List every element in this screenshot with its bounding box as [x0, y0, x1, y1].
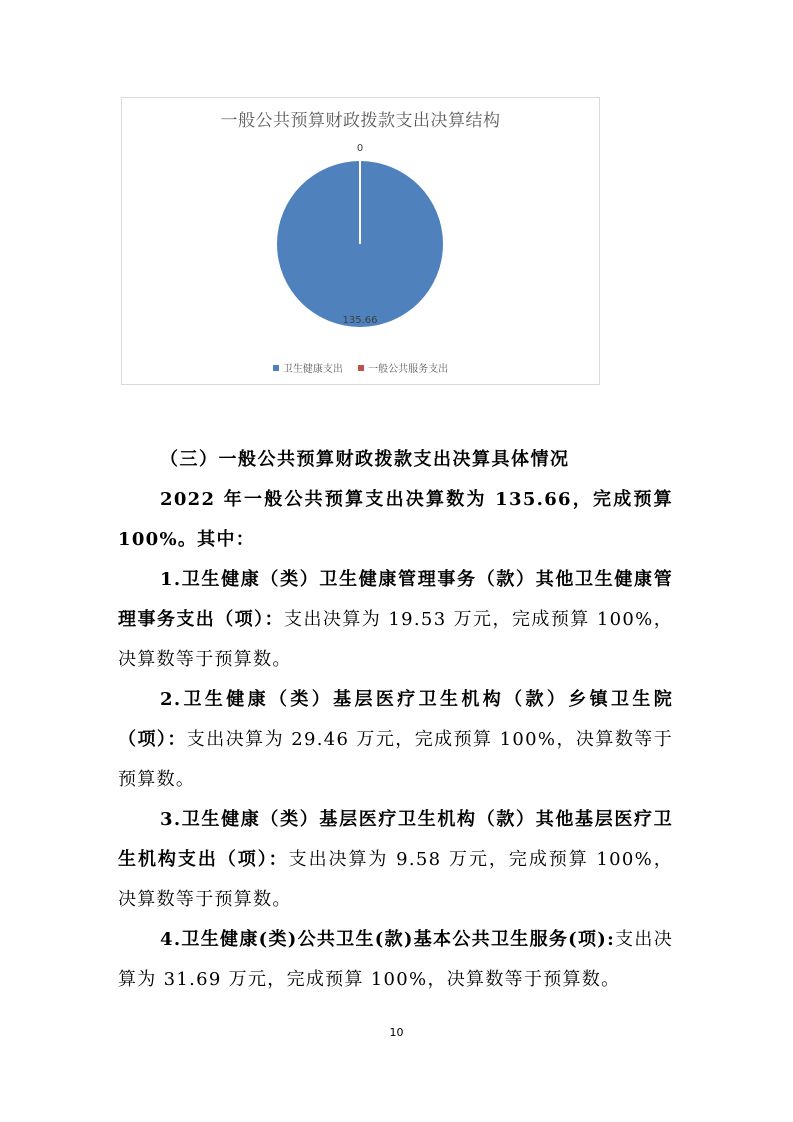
chart-legend — [122, 360, 599, 375]
item-text-3: 支出决算为 9.58 万元，完成预算 100%，决算数等于预算数。 — [118, 849, 674, 910]
pie-chart-svg — [122, 98, 599, 384]
section-heading: （三）一般公共预算财政拨款支出决算具体情况 — [160, 449, 570, 470]
legend-item-public-service — [358, 360, 448, 375]
legend-item-health — [273, 360, 343, 375]
page-number: 10 — [389, 1026, 404, 1039]
legend-swatch-public-service — [358, 365, 364, 371]
item-text-1: 支出决算为 19.53 万元，完成预算 100%，决算数等于预算数。 — [118, 609, 673, 670]
item-text-2: 支出决算为 29.46 万元，完成预算 100%，决算数等于预算数。 — [118, 729, 674, 790]
item-title-3: 3.卫生健康（类）基层医疗卫生机构（款）其他基层医疗卫生机构支出（项）： — [118, 809, 673, 870]
data-label-health: 135.66 — [342, 315, 378, 326]
legend-label-public-service: 一般公共服务支出 — [368, 364, 449, 375]
item-title-1: 1.卫生健康（类）卫生健康管理事务（款）其他卫生健康管理事务支出（项）： — [118, 569, 673, 630]
item-title-4: 4.卫生健康(类)公共卫生(款)基本公共卫生服务(项): — [160, 929, 616, 950]
section-intro: 2022 年一般公共预算支出决算数为 135.66，完成预算 100%。其中： — [118, 489, 673, 550]
item-paragraph-1 — [118, 560, 673, 680]
item-paragraph-2 — [118, 680, 673, 800]
item-text-4: 支出决算为 31.69 万元，完成预算 100%，决算数等于预算数。 — [118, 929, 673, 990]
data-label-public-service: 0 — [356, 143, 364, 154]
document-body — [118, 440, 673, 1000]
legend-swatch-health — [273, 365, 279, 371]
legend-label-health: 卫生健康支出 — [282, 364, 343, 375]
chart-title: 一般公共预算财政拨款支出决算结构 — [220, 111, 501, 131]
item-paragraph-3 — [118, 800, 673, 920]
item-title-2: 2.卫生健康（类）基层医疗卫生机构（款）乡镇卫生院（项）： — [118, 689, 673, 750]
pie-chart — [121, 97, 600, 385]
item-paragraph-4 — [118, 920, 673, 1000]
